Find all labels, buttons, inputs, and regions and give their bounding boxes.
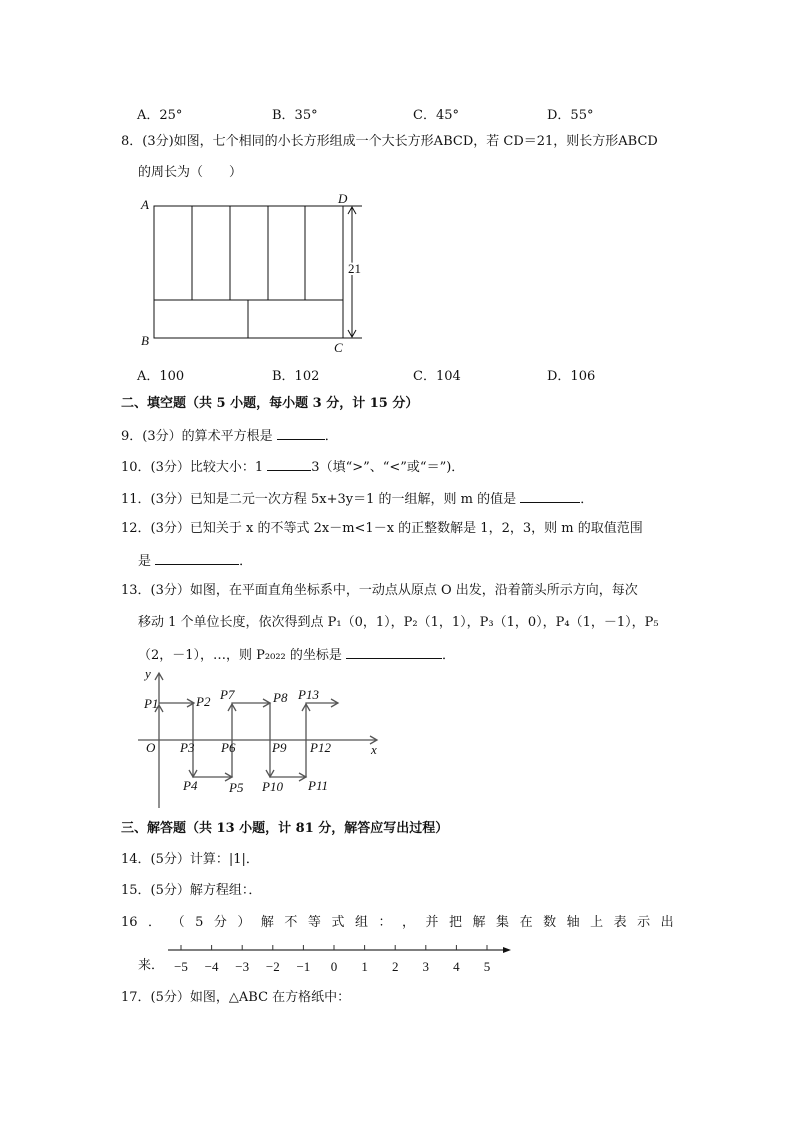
tick-label: 3 bbox=[422, 959, 430, 974]
tick-label: 5 bbox=[483, 959, 491, 974]
q16-char: 集 bbox=[496, 915, 510, 930]
q16-char: 示 bbox=[637, 915, 651, 930]
q16-char: 不 bbox=[284, 915, 298, 930]
q15-text: 15．(5分）解方程组：． bbox=[121, 883, 262, 898]
q17-text: 17．(5分）如图，△ABC 在方格纸中： bbox=[121, 990, 351, 1005]
q16-char: 数 bbox=[543, 915, 557, 930]
q11-period: ． bbox=[580, 492, 594, 507]
q16-char: ． bbox=[148, 915, 162, 930]
x-label: x bbox=[371, 742, 377, 757]
tick-label: 2 bbox=[391, 959, 399, 974]
q9-period: ． bbox=[324, 429, 338, 444]
q7-option-c: C．45° bbox=[413, 108, 459, 123]
origin-label: O bbox=[146, 740, 156, 755]
q16-char: 并 bbox=[425, 915, 439, 930]
q16-char: 轴 bbox=[566, 915, 580, 930]
point-p9: P9 bbox=[272, 740, 287, 755]
q16-char: （ bbox=[171, 915, 185, 930]
point-p11: P11 bbox=[308, 778, 328, 793]
q13-text-2: 移动 1 个单位长度，依次得到点 P₁（0，1），P₂（1，1），P₃（1，0），P₄（1，－1），P₅ bbox=[138, 615, 659, 630]
q16-char: 解 bbox=[472, 915, 486, 930]
q16-char: ： bbox=[378, 915, 392, 930]
q16-char: ， bbox=[401, 915, 415, 930]
q16-char: 5 bbox=[195, 915, 204, 930]
tick-label: −1 bbox=[296, 959, 311, 974]
point-p5: P5 bbox=[229, 780, 244, 795]
q16-char: 式 bbox=[331, 915, 345, 930]
section-3-heading: 三、解答题（共 13 小题，计 81 分，解答应写出过程） bbox=[121, 821, 449, 836]
q12-period: ． bbox=[239, 554, 253, 569]
label-21: 21 bbox=[348, 261, 361, 276]
q16-char: 出 bbox=[660, 915, 674, 930]
q9-text: 9．(3分）的算术平方根是 bbox=[121, 429, 273, 444]
label-d: D bbox=[338, 191, 348, 206]
point-p10: P10 bbox=[262, 779, 283, 794]
q8-text-2: 的周长为（ ） bbox=[138, 165, 243, 180]
point-p6: P6 bbox=[221, 740, 236, 755]
tick-label: 0 bbox=[330, 959, 338, 974]
tick-label: 4 bbox=[453, 959, 460, 974]
section-2-heading: 二、填空题（共 5 小题，每小题 3 分，计 15 分） bbox=[121, 396, 419, 411]
q13-text: 13．(3分）如图，在平面直角坐标系中，一动点从原点 O 出发，沿着箭头所示方向，每次 bbox=[121, 583, 638, 598]
q14-text: 14．(5分）计算：|1|． bbox=[121, 852, 259, 867]
point-p1: P1 bbox=[144, 696, 159, 711]
q16-char: 16 bbox=[121, 915, 138, 930]
q16-char: 等 bbox=[307, 915, 321, 930]
q16-text-2: 来． bbox=[138, 958, 165, 973]
q16-char: 在 bbox=[519, 915, 533, 930]
q8-option-a: A．100 bbox=[137, 369, 185, 384]
point-p2: P2 bbox=[196, 694, 211, 709]
label-a: A bbox=[141, 197, 149, 212]
q8-option-b: B．102 bbox=[272, 369, 320, 384]
q8-option-d: D．106 bbox=[547, 369, 596, 384]
point-p12: P12 bbox=[310, 740, 331, 755]
q7-option-b: B．35° bbox=[272, 108, 318, 123]
q12-text: 12．(3分）已知关于 x 的不等式 2x－m<1－x 的正整数解是 1，2，3，则 m 的取值范围 bbox=[121, 521, 643, 536]
q16-char: 上 bbox=[590, 915, 604, 930]
tick-label: −3 bbox=[235, 959, 250, 974]
q8-option-c: C．104 bbox=[413, 369, 461, 384]
point-p13: P13 bbox=[298, 687, 319, 702]
q10-text-2: 3（填“>”、“<”或“＝”)． bbox=[311, 460, 465, 475]
q8-text: 8．(3分)如图，七个相同的小长方形组成一个大长方形ABCD，若 CD＝21，则长方形ABCD bbox=[121, 134, 658, 149]
point-p4: P4 bbox=[183, 778, 198, 793]
q10-text: 10．(3分）比较大小：1 bbox=[121, 460, 264, 475]
q7-option-a: A．25° bbox=[137, 108, 183, 123]
q7-option-d: D．55° bbox=[547, 108, 594, 123]
tick-label: −5 bbox=[174, 959, 188, 974]
q16-char: 把 bbox=[449, 915, 463, 930]
tick-label: 1 bbox=[361, 959, 368, 974]
q12-text-2: 是 bbox=[138, 554, 152, 569]
q13-text-3: （2，－1），…，则 P₂₀₂₂ 的坐标是 bbox=[138, 648, 342, 663]
q16-char: 解 bbox=[260, 915, 274, 930]
q16-char: 分 bbox=[213, 915, 227, 930]
q16-char: ） bbox=[237, 915, 251, 930]
y-label: y bbox=[145, 666, 151, 681]
q13-period: ． bbox=[442, 648, 456, 663]
tick-label: −2 bbox=[265, 959, 280, 974]
q16-char: 表 bbox=[613, 915, 627, 930]
arrow-icon bbox=[503, 947, 511, 953]
point-p8: P8 bbox=[273, 690, 288, 705]
point-p7: P7 bbox=[220, 687, 235, 702]
point-p3: P3 bbox=[180, 740, 195, 755]
label-b: B bbox=[141, 333, 149, 348]
q11-text: 11．(3分）已知是二元一次方程 5x+3y＝1 的一组解，则 m 的值是 bbox=[121, 492, 517, 507]
label-c: C bbox=[334, 340, 343, 355]
tick-label: −4 bbox=[204, 959, 219, 974]
q16-char: 组 bbox=[354, 915, 368, 930]
